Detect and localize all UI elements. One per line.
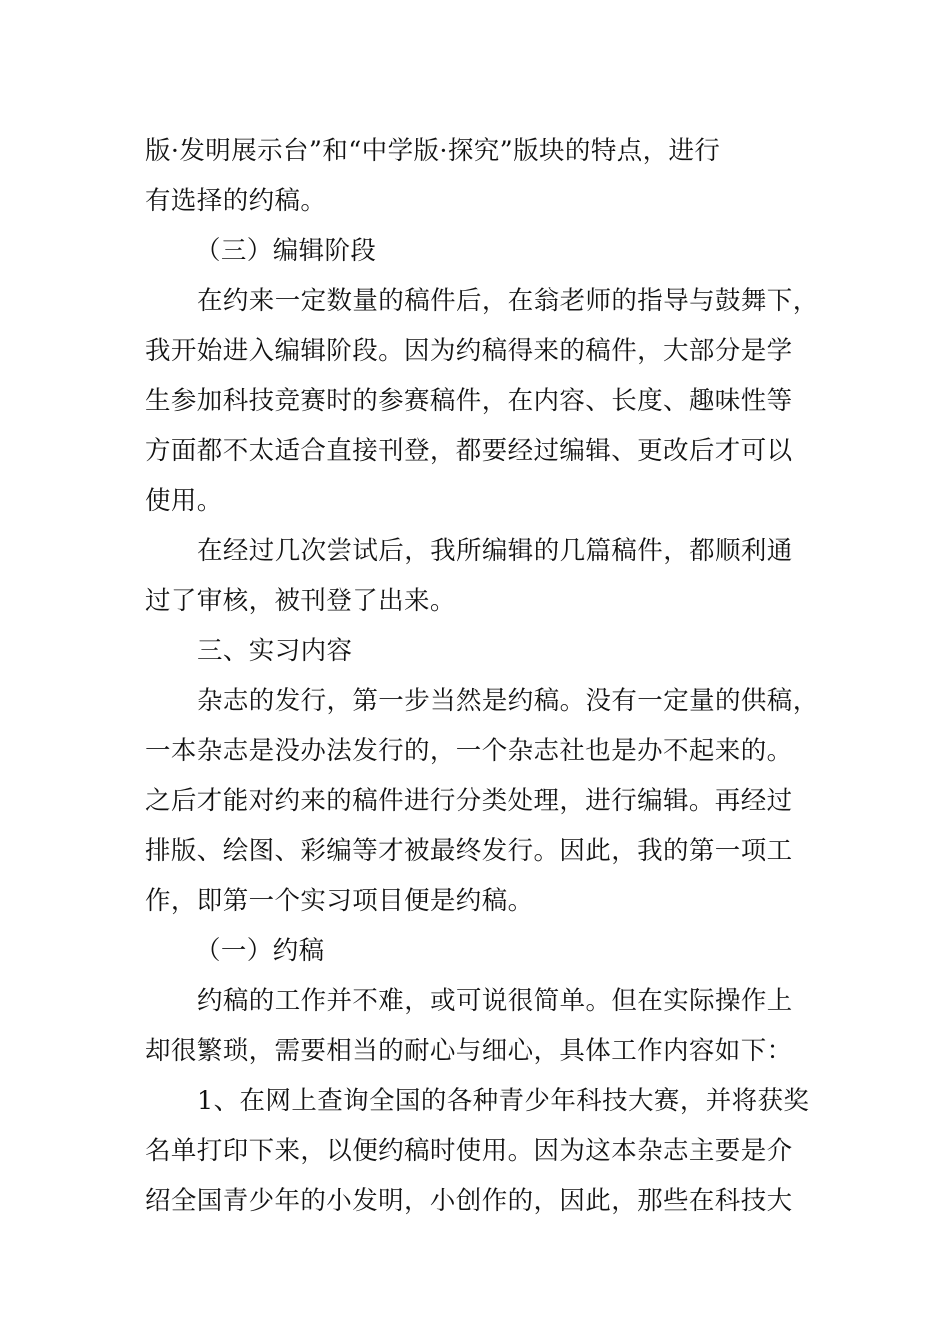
paragraph-line: 1、在网上查询全国的各种青少年科技大赛，并将获奖 [197,1086,810,1116]
section-heading: 三、实习内容 [197,636,353,666]
paragraph-line: 在约来一定数量的稿件后，在翁老师的指导与鼓舞下， [197,286,819,316]
document-body [145,126,819,1226]
paragraph-line: 我开始进入编辑阶段。因为约稿得来的稿件，大部分是学 [145,336,793,366]
paragraph-line: 生参加科技竞赛时的参赛稿件，在内容、长度、趣味性等 [145,386,793,416]
paragraph-line: 方面都不太适合直接刊登，都要经过编辑、更改后才可以 [145,436,793,466]
section-heading: （一）约稿 [195,936,325,966]
paragraph-line: 使用。 [145,486,223,516]
paragraph-line: 在经过几次尝试后，我所编辑的几篇稿件，都顺利通 [197,536,793,566]
paragraph-line: 过了审核，被刊登了出来。 [145,586,456,616]
paragraph-line: 名单打印下来，以便约稿时使用。因为这本杂志主要是介 [145,1136,793,1166]
paragraph-line: 杂志的发行，第一步当然是约稿。没有一定量的供稿， [197,686,819,716]
paragraph-line: 一本杂志是没办法发行的，一个杂志社也是办不起来的。 [145,736,793,766]
paragraph-line: 排版、绘图、彩编等才被最终发行。因此，我的第一项工 [145,836,793,866]
paragraph-line: 作，即第一个实习项目便是约稿。 [145,886,534,916]
paragraph-line: 约稿的工作并不难，或可说很简单。但在实际操作上 [197,986,793,1016]
paragraph-line: 版·发明展示台”和“中学版·探究”版块的特点，进行 [145,136,721,166]
paragraph-line: 之后才能对约来的稿件进行分类处理，进行编辑。再经过 [145,786,793,816]
section-heading: （三）编辑阶段 [195,236,377,266]
paragraph-line: 却很繁琐，需要相当的耐心与细心，具体工作内容如下： [145,1036,793,1066]
paragraph-line: 有选择的约稿。 [145,186,327,216]
paragraph-line: 绍全国青少年的小发明，小创作的，因此，那些在科技大 [145,1186,793,1216]
